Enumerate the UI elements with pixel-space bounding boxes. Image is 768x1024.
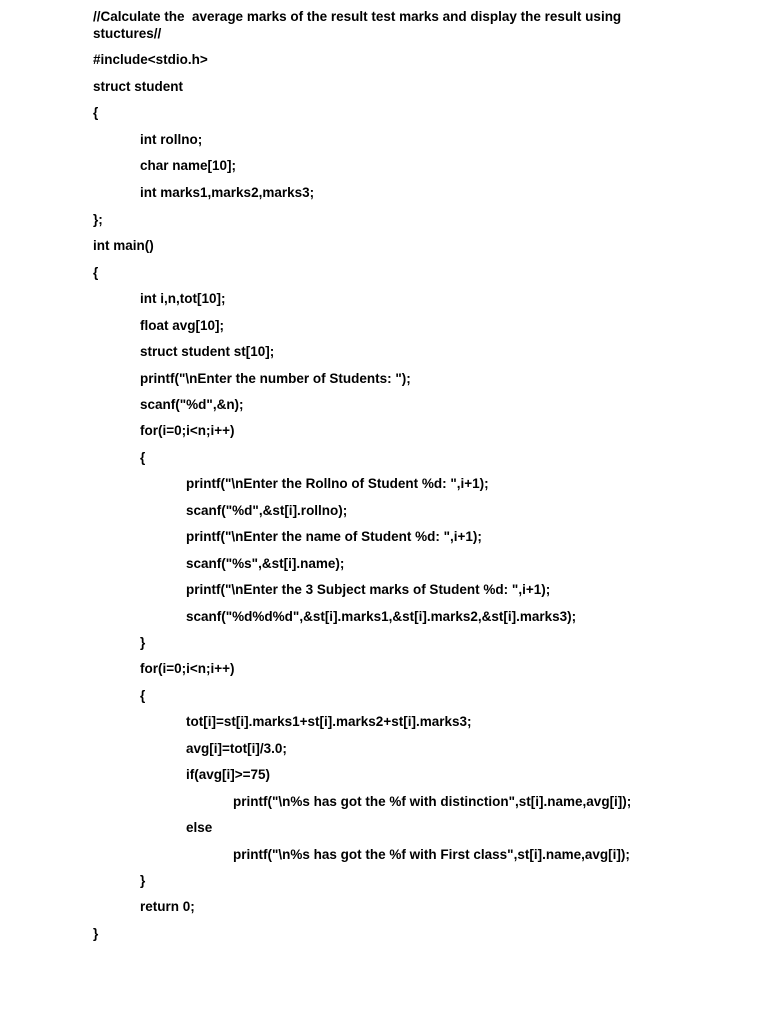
- code-line-if: if(avg[i]>=75): [186, 767, 271, 782]
- code-line-else: else: [186, 820, 213, 835]
- code-line-scanf-count: scanf("%d",&n);: [140, 397, 244, 412]
- struct-field-marks: int marks1,marks2,marks3;: [140, 185, 315, 200]
- code-line-total: tot[i]=st[i].marks1+st[i].marks2+st[i].marks3;: [186, 714, 472, 729]
- struct-open-brace: {: [93, 105, 99, 120]
- for-output-close-brace: }: [140, 873, 146, 888]
- struct-field-name: char name[10];: [140, 158, 237, 173]
- code-line-printf-first-class: printf("\n%s has got the %f with First class",st[i].name,avg[i]);: [233, 847, 630, 862]
- code-line-average: avg[i]=tot[i]/3.0;: [186, 741, 287, 756]
- for-input-open-brace: {: [140, 450, 146, 465]
- code-line-scanf-name: scanf("%s",&st[i].name);: [186, 556, 345, 571]
- code-line-printf-distinction: printf("\n%s has got the %f with distinction",st[i].name,avg[i]);: [233, 794, 632, 809]
- include-line: #include<stdio.h>: [93, 52, 208, 67]
- code-line-printf-count: printf("\nEnter the number of Students: ");: [140, 371, 411, 386]
- code-line-avg-decl: float avg[10];: [140, 318, 225, 333]
- code-line-printf-marks: printf("\nEnter the 3 Subject marks of Student %d: ",i+1);: [186, 582, 551, 597]
- code-line-printf-name: printf("\nEnter the name of Student %d: ",i+1);: [186, 529, 482, 544]
- code-line-scanf-rollno: scanf("%d",&st[i].rollno);: [186, 503, 348, 518]
- for-input-close-brace: }: [140, 635, 146, 650]
- comment-line-1: //Calculate the average marks of the result test marks and display the result using: [93, 9, 622, 24]
- struct-close-brace: };: [93, 212, 103, 227]
- code-line-for-output: for(i=0;i<n;i++): [140, 661, 235, 676]
- struct-field-rollno: int rollno;: [140, 132, 203, 147]
- code-line-return: return 0;: [140, 899, 195, 914]
- code-line-printf-rollno: printf("\nEnter the Rollno of Student %d: ",i+1);: [186, 476, 489, 491]
- code-line-scanf-marks: scanf("%d%d%d",&st[i].marks1,&st[i].marks2,&st[i].marks3);: [186, 609, 577, 624]
- for-output-open-brace: {: [140, 688, 146, 703]
- struct-decl-line: struct student: [93, 79, 184, 94]
- main-decl-line: int main(): [93, 238, 154, 253]
- code-line-for-input: for(i=0;i<n;i++): [140, 423, 235, 438]
- code-line-vars: int i,n,tot[10];: [140, 291, 226, 306]
- main-open-brace: {: [93, 265, 99, 280]
- code-line-struct-arr: struct student st[10];: [140, 344, 275, 359]
- main-close-brace: }: [93, 926, 99, 941]
- comment-line-2: stuctures//: [93, 26, 162, 41]
